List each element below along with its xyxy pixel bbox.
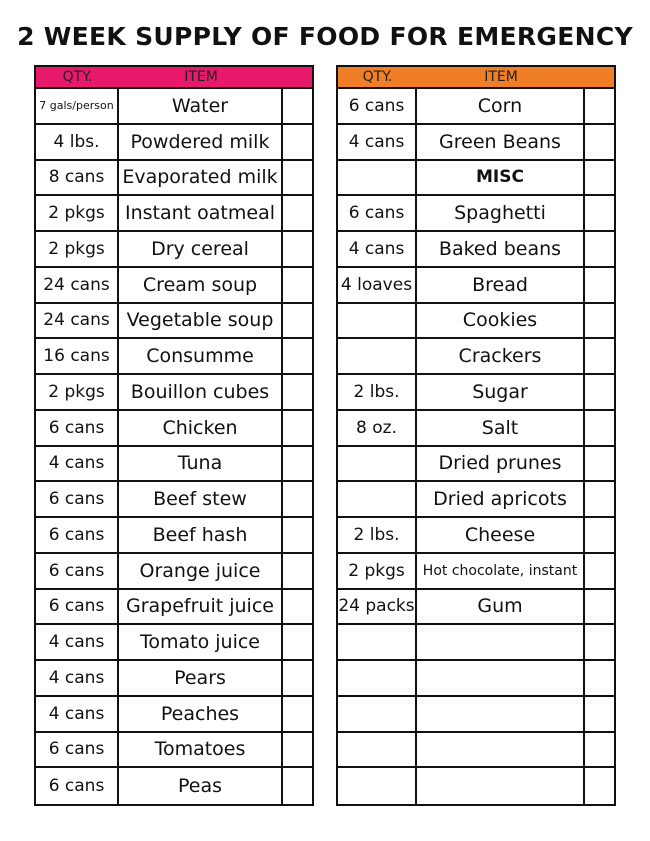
item-cell: Beef stew <box>119 482 283 516</box>
checkbox-cell[interactable] <box>283 661 312 695</box>
qty-cell: 6 cans <box>36 411 119 445</box>
table-row <box>36 482 312 518</box>
table-row <box>36 375 312 411</box>
table-row <box>338 482 614 518</box>
qty-cell: 6 cans <box>36 733 119 767</box>
table-row <box>36 768 312 804</box>
item-cell: Baked beans <box>417 232 585 266</box>
qty-cell <box>338 447 417 481</box>
item-cell: Orange juice <box>119 554 283 588</box>
table-row <box>36 232 312 268</box>
qty-cell: 2 pkgs <box>36 232 119 266</box>
qty-cell: 4 cans <box>36 697 119 731</box>
qty-cell <box>338 482 417 516</box>
qty-cell: 8 oz. <box>338 411 417 445</box>
qty-cell <box>338 661 417 695</box>
checkbox-cell[interactable] <box>283 339 312 373</box>
table-row <box>338 590 614 626</box>
item-cell: Sugar <box>417 375 585 409</box>
table-row <box>338 447 614 483</box>
item-header: ITEM <box>484 69 518 85</box>
qty-cell: 6 cans <box>338 89 417 123</box>
qty-cell <box>338 625 417 659</box>
checkbox-cell[interactable] <box>585 590 614 624</box>
qty-cell: 4 cans <box>36 661 119 695</box>
table-row <box>338 268 614 304</box>
checkbox-cell[interactable] <box>585 268 614 302</box>
qty-cell <box>338 304 417 338</box>
table-row <box>338 232 614 268</box>
item-cell: Dried prunes <box>417 447 585 481</box>
checkbox-cell[interactable] <box>585 625 614 659</box>
item-cell: Pears <box>119 661 283 695</box>
checkbox-cell[interactable] <box>585 697 614 731</box>
left-supply-table <box>34 65 314 806</box>
checkbox-cell[interactable] <box>283 125 312 159</box>
qty-cell: 4 loaves <box>338 268 417 302</box>
table-row <box>36 590 312 626</box>
checkbox-cell[interactable] <box>283 554 312 588</box>
table-row <box>338 733 614 769</box>
qty-cell <box>338 339 417 373</box>
table-row <box>36 196 312 232</box>
table-row <box>338 196 614 232</box>
table-row <box>338 518 614 554</box>
item-cell: Vegetable soup <box>119 304 283 338</box>
table-row <box>338 661 614 697</box>
qty-cell: 4 cans <box>36 447 119 481</box>
right-table-header <box>338 67 614 89</box>
item-cell: Tuna <box>119 447 283 481</box>
checkbox-cell[interactable] <box>585 768 614 804</box>
qty-cell: 6 cans <box>338 196 417 230</box>
table-row <box>36 89 312 125</box>
checkbox-cell[interactable] <box>283 768 312 804</box>
qty-cell: 7 gals/person <box>36 89 119 123</box>
table-row <box>338 768 614 804</box>
item-cell <box>417 625 585 659</box>
checkbox-cell[interactable] <box>283 196 312 230</box>
qty-cell <box>338 768 417 804</box>
qty-cell: 2 lbs. <box>338 518 417 552</box>
table-row <box>36 125 312 161</box>
table-row <box>338 554 614 590</box>
qty-cell: 6 cans <box>36 518 119 552</box>
qty-cell <box>338 733 417 767</box>
table-row <box>338 339 614 375</box>
qty-cell: 2 pkgs <box>338 554 417 588</box>
qty-cell: 2 lbs. <box>338 375 417 409</box>
item-cell: Instant oatmeal <box>119 196 283 230</box>
qty-cell: 6 cans <box>36 768 119 804</box>
checkbox-cell[interactable] <box>585 411 614 445</box>
item-cell: Cheese <box>417 518 585 552</box>
checkbox-cell[interactable] <box>585 161 614 195</box>
checkbox-cell[interactable] <box>283 375 312 409</box>
qty-header: QTY. <box>62 69 93 85</box>
item-cell: Evaporated milk <box>119 161 283 195</box>
left-table-header <box>36 67 312 89</box>
checkbox-cell[interactable] <box>585 232 614 266</box>
qty-cell: 24 cans <box>36 268 119 302</box>
table-row <box>338 304 614 340</box>
item-cell: Water <box>119 89 283 123</box>
checkbox-cell[interactable] <box>283 268 312 302</box>
checkbox-cell[interactable] <box>585 554 614 588</box>
item-cell: Tomatoes <box>119 733 283 767</box>
qty-cell: 2 pkgs <box>36 196 119 230</box>
item-cell: Crackers <box>417 339 585 373</box>
qty-cell: 6 cans <box>36 554 119 588</box>
qty-cell: 24 packs <box>338 590 417 624</box>
qty-cell: 4 cans <box>36 625 119 659</box>
table-row <box>36 268 312 304</box>
qty-header: QTY. <box>362 69 393 85</box>
qty-cell: 6 cans <box>36 590 119 624</box>
qty-cell: 8 cans <box>36 161 119 195</box>
item-cell: Spaghetti <box>417 196 585 230</box>
table-row <box>338 161 614 197</box>
right-supply-table <box>336 65 616 806</box>
qty-cell: 2 pkgs <box>36 375 119 409</box>
checkbox-cell[interactable] <box>283 590 312 624</box>
qty-cell: 4 cans <box>338 125 417 159</box>
item-cell: Peas <box>119 768 283 804</box>
qty-cell: 24 cans <box>36 304 119 338</box>
checkbox-cell[interactable] <box>585 482 614 516</box>
checkbox-cell[interactable] <box>283 697 312 731</box>
qty-cell: 4 cans <box>338 232 417 266</box>
checkbox-cell[interactable] <box>283 733 312 767</box>
qty-cell <box>338 697 417 731</box>
table-row <box>338 625 614 661</box>
table-row <box>36 697 312 733</box>
checkbox-cell[interactable] <box>585 89 614 123</box>
checkbox-cell[interactable] <box>585 733 614 767</box>
item-cell: Bread <box>417 268 585 302</box>
table-row <box>36 518 312 554</box>
qty-cell: 6 cans <box>36 482 119 516</box>
item-cell: Powdered milk <box>119 125 283 159</box>
table-row <box>338 125 614 161</box>
table-row <box>36 447 312 483</box>
table-row <box>36 411 312 447</box>
checkbox-cell[interactable] <box>283 625 312 659</box>
checkbox-cell[interactable] <box>283 232 312 266</box>
checkbox-cell[interactable] <box>585 447 614 481</box>
checkbox-cell[interactable] <box>283 304 312 338</box>
item-cell <box>417 661 585 695</box>
table-row <box>36 733 312 769</box>
checkbox-cell[interactable] <box>283 518 312 552</box>
checkbox-cell[interactable] <box>283 447 312 481</box>
item-cell <box>417 768 585 804</box>
item-cell <box>417 733 585 767</box>
item-cell: Dry cereal <box>119 232 283 266</box>
item-cell: Gum <box>417 590 585 624</box>
item-cell: Tomato juice <box>119 625 283 659</box>
table-row <box>36 161 312 197</box>
item-cell <box>417 697 585 731</box>
item-cell: Cream soup <box>119 268 283 302</box>
checkbox-cell[interactable] <box>585 518 614 552</box>
page-title: 2 WEEK SUPPLY OF FOOD FOR EMERGENCY <box>17 22 633 51</box>
qty-cell: 16 cans <box>36 339 119 373</box>
qty-cell: 4 lbs. <box>36 125 119 159</box>
table-row <box>338 375 614 411</box>
check-header <box>585 67 614 87</box>
qty-cell <box>338 161 417 195</box>
item-cell: Cookies <box>417 304 585 338</box>
item-cell: Grapefruit juice <box>119 590 283 624</box>
table-row <box>36 554 312 590</box>
checkbox-cell[interactable] <box>283 411 312 445</box>
item-cell: Beef hash <box>119 518 283 552</box>
checkbox-cell[interactable] <box>283 89 312 123</box>
item-header: ITEM <box>184 69 218 85</box>
item-cell: Consumme <box>119 339 283 373</box>
checkbox-cell[interactable] <box>585 661 614 695</box>
table-row <box>36 661 312 697</box>
item-cell: Green Beans <box>417 125 585 159</box>
table-row <box>36 339 312 375</box>
checkbox-cell[interactable] <box>585 339 614 373</box>
checkbox-cell[interactable] <box>283 482 312 516</box>
item-cell: Dried apricots <box>417 482 585 516</box>
check-header <box>283 67 312 87</box>
item-cell: Hot chocolate, instant <box>417 554 585 588</box>
checkbox-cell[interactable] <box>585 375 614 409</box>
item-cell: Bouillon cubes <box>119 375 283 409</box>
checkbox-cell[interactable] <box>585 196 614 230</box>
table-row <box>36 625 312 661</box>
checkbox-cell[interactable] <box>585 125 614 159</box>
item-cell: Corn <box>417 89 585 123</box>
table-row <box>338 89 614 125</box>
table-row <box>36 304 312 340</box>
item-cell: Peaches <box>119 697 283 731</box>
checkbox-cell[interactable] <box>585 304 614 338</box>
table-row <box>338 411 614 447</box>
table-row <box>338 697 614 733</box>
item-cell: Salt <box>417 411 585 445</box>
item-cell: MISC <box>417 161 585 195</box>
checkbox-cell[interactable] <box>283 161 312 195</box>
item-cell: Chicken <box>119 411 283 445</box>
